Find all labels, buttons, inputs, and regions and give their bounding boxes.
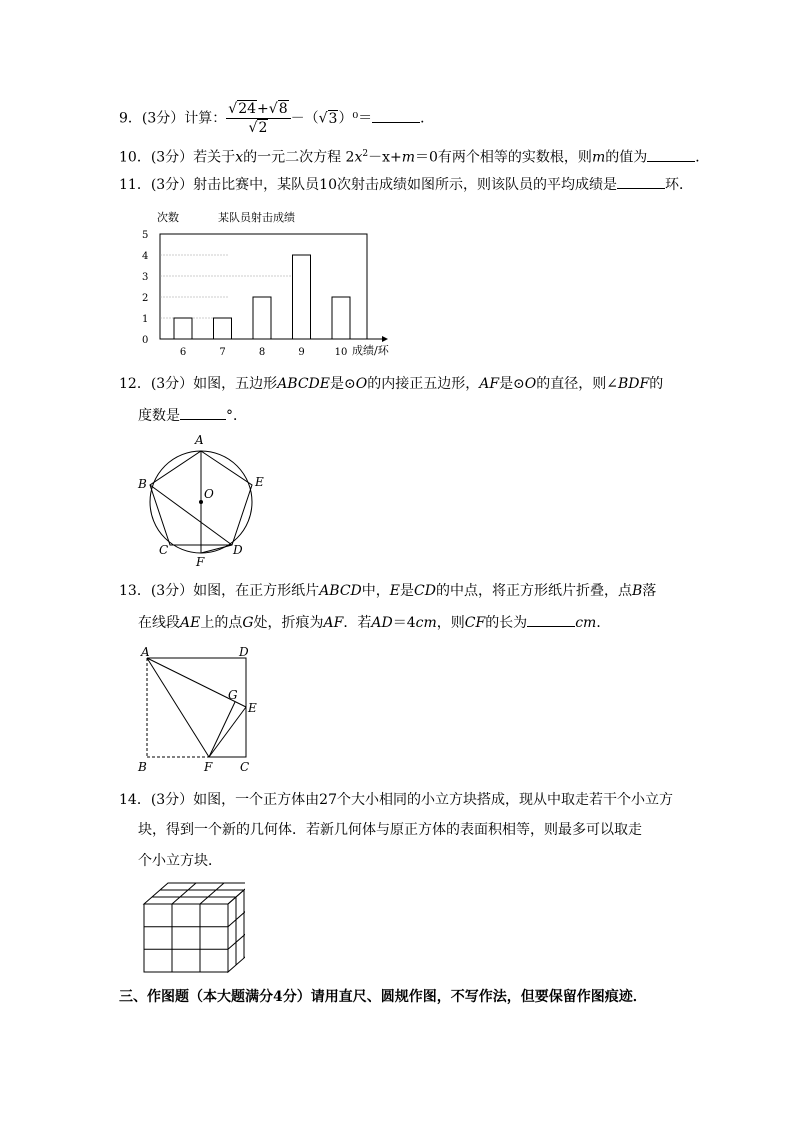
chart-x-tick-label: 8 xyxy=(258,347,266,358)
q12-abcde: ABCDE xyxy=(277,376,331,392)
q12-o2: O xyxy=(524,376,537,392)
q13-cm2: cm xyxy=(575,615,597,631)
q12-pre: 12．(3分）如图，五边形 xyxy=(119,376,278,392)
q12-bdf: BDF xyxy=(618,376,650,392)
q12-answer-blank[interactable] xyxy=(180,405,226,420)
q12-l1e: 的 xyxy=(649,376,664,392)
q10-var-m: m xyxy=(401,149,416,166)
q12-line2-end: °． xyxy=(226,408,247,424)
question-14-line2 xyxy=(138,820,642,840)
q13-l2g: 的长为 xyxy=(485,615,528,631)
q13-l2d: ．若 xyxy=(343,615,372,631)
question-9: 9．(3分）计算： $\frac{√24+√8}{√2}$ －（√3）⁰＝ ． xyxy=(119,101,435,136)
q13-label-D: D xyxy=(239,645,249,659)
q12-center-point xyxy=(199,500,203,504)
q13-answer-blank[interactable] xyxy=(527,612,575,627)
q10-var-x: x xyxy=(235,149,244,166)
chart-y-tick-label: 0 xyxy=(142,335,149,346)
q10-var-m2: m xyxy=(591,149,606,166)
q12-line2-pre: 度数是 xyxy=(138,408,180,424)
q12-label-D: D xyxy=(233,543,243,557)
q10-pre: 10．(3分）若关于 xyxy=(119,149,236,166)
q13-l2c: 处，折痕为 xyxy=(253,615,324,631)
q13-l2e: ＝4 xyxy=(392,615,416,631)
q11-text: 11．(3分）射击比赛中，某队员10次射击成绩如图所示，则该队员的平均成绩是 xyxy=(119,177,617,193)
q13-label-C: C xyxy=(240,760,250,774)
section-3-heading: 三、作图题（本大题满分4分）请用直尺、圆规作图，不写作法，但要保留作图痕迹． xyxy=(119,989,647,1005)
q13-square-sides xyxy=(147,658,246,757)
chart-y-tick-label: 4 xyxy=(142,251,149,262)
q13-abcd: ABCD xyxy=(319,583,362,599)
q13-b: B xyxy=(631,583,643,599)
q9-prefix: 9．(3分）计算： xyxy=(119,110,227,127)
q12-label-F: F xyxy=(196,555,205,569)
q14-cube-figure xyxy=(135,878,245,978)
q13-square-figure xyxy=(135,642,265,777)
q14-line2: 块，得到一个新的几何体．若新几何体与原正方体的表面积相等，则最多可以取走 xyxy=(138,822,642,838)
q13-label-E: E xyxy=(248,701,257,715)
q9-sqrt-2: 2 xyxy=(258,120,268,136)
q12-o1: O xyxy=(355,376,368,392)
chart-y-tick-label: 5 xyxy=(142,230,149,241)
q12-pentagon-figure xyxy=(135,430,270,570)
q13-segment-fg xyxy=(209,702,235,757)
q9-sqrt-3: 3 xyxy=(328,110,338,127)
q9-sqrt-24: 24 xyxy=(238,101,257,117)
q13-label-G: G xyxy=(228,688,238,702)
chart-x-axis-arrow xyxy=(382,336,388,342)
q10-eq: －x+ xyxy=(368,149,402,166)
q14-line1: 14．(3分）如图，一个正方体由27个大小相同的小立方块搭成，现从中取走若干个小立方 xyxy=(119,792,673,808)
q12-l1a: 是⊙ xyxy=(330,376,356,392)
q13-l1e: 落 xyxy=(642,583,657,599)
question-14-line1 xyxy=(119,790,673,810)
question-10 xyxy=(119,144,709,168)
q14-cube-top-face xyxy=(144,883,245,904)
q10-var-x2: x xyxy=(354,149,363,166)
q12-label-B: B xyxy=(138,477,147,491)
chart-title: 某队员射击成绩 xyxy=(218,211,295,224)
chart-y-tick-label: 2 xyxy=(142,293,149,304)
q11-answer-blank[interactable] xyxy=(617,174,665,189)
q13-ae: AE xyxy=(180,615,201,631)
chart-y-tick-label: 1 xyxy=(142,314,149,325)
q12-label-E: E xyxy=(255,475,264,489)
q14-line3: 个小立方块． xyxy=(138,853,222,869)
q13-af: AF xyxy=(323,615,344,631)
q12-l1c: 是⊙ xyxy=(499,376,525,392)
q13-l1a: 13．(3分）如图，在正方形纸片 xyxy=(119,583,320,599)
q9-fraction: $\frac{√24+√8}{√2}$ xyxy=(226,100,290,137)
q12-l1b: 的内接正五边形， xyxy=(367,376,480,392)
q13-l2h: ． xyxy=(596,615,611,631)
q13-l1b: 中， xyxy=(361,583,390,599)
q13-segment-fe xyxy=(209,707,246,757)
chart-ylabel: 次数 xyxy=(157,211,179,224)
chart-bar xyxy=(214,318,232,339)
q13-l1d: 的中点，将正方形纸片折叠，点 xyxy=(435,583,632,599)
q12-af: AF xyxy=(479,376,500,392)
q10-mid: 的一元二次方程 2 xyxy=(243,149,355,166)
q12-segment-df xyxy=(201,545,232,553)
q9-answer-blank[interactable] xyxy=(372,108,420,123)
q13-cm1: cm xyxy=(415,615,437,631)
question-13-line2 xyxy=(138,612,610,633)
question-14-line3 xyxy=(138,851,222,871)
chart-bar xyxy=(253,297,271,339)
q11-unit: 环． xyxy=(665,177,693,193)
chart-x-tick-label: 7 xyxy=(219,347,226,358)
q13-l2f: ，则 xyxy=(436,615,465,631)
question-13-line1 xyxy=(119,581,656,601)
question-11 xyxy=(119,174,693,195)
question-12-line1 xyxy=(119,374,663,394)
q12-segment-bd xyxy=(150,485,232,545)
q13-e: E xyxy=(389,583,401,599)
q9-plus: + xyxy=(257,101,269,117)
q12-l1d: 的直径，则∠ xyxy=(536,376,619,392)
chart-y-tick-label: 3 xyxy=(142,272,149,283)
q10-exponent: 2 xyxy=(362,149,369,159)
chart-xlabel: 成绩/环 xyxy=(352,344,389,357)
q13-label-B: B xyxy=(138,760,147,774)
q13-cf: CF xyxy=(464,615,486,631)
q9-end: ． xyxy=(420,110,435,127)
q13-cd: CD xyxy=(414,583,436,599)
chart-x-tick-label: 6 xyxy=(179,347,187,358)
q13-l2a: 在线段 xyxy=(138,615,180,631)
q11-bar-chart xyxy=(130,205,400,365)
q13-l1c: 是 xyxy=(400,583,415,599)
chart-bar xyxy=(174,318,192,339)
q13-l2b: 上的点 xyxy=(200,615,243,631)
q9-sqrt-8: 8 xyxy=(278,101,288,117)
q10-answer-blank[interactable] xyxy=(647,147,695,162)
chart-bar xyxy=(332,297,350,339)
q9-minus: －（ xyxy=(290,110,319,127)
q9-suffix: ）⁰＝ xyxy=(338,110,373,127)
chart-bar xyxy=(293,255,311,339)
q12-label-C: C xyxy=(159,543,169,557)
chart-x-tick-label: 9 xyxy=(298,347,305,358)
q13-ad: AD xyxy=(371,615,393,631)
chart-x-tick-label: 10 xyxy=(334,347,348,358)
q12-label-O: O xyxy=(204,487,214,501)
question-12-line2 xyxy=(138,405,247,426)
q13-label-F: F xyxy=(204,760,213,774)
q12-label-A: A xyxy=(195,433,204,447)
q10-after: ＝0有两个相等的实数根，则 xyxy=(415,149,592,166)
q10-tail: 的值为 xyxy=(605,149,648,166)
q14-cube-front-face xyxy=(144,904,228,972)
q13-label-A: A xyxy=(141,645,150,659)
q10-end: ． xyxy=(695,149,710,166)
q13-g: G xyxy=(242,615,254,631)
